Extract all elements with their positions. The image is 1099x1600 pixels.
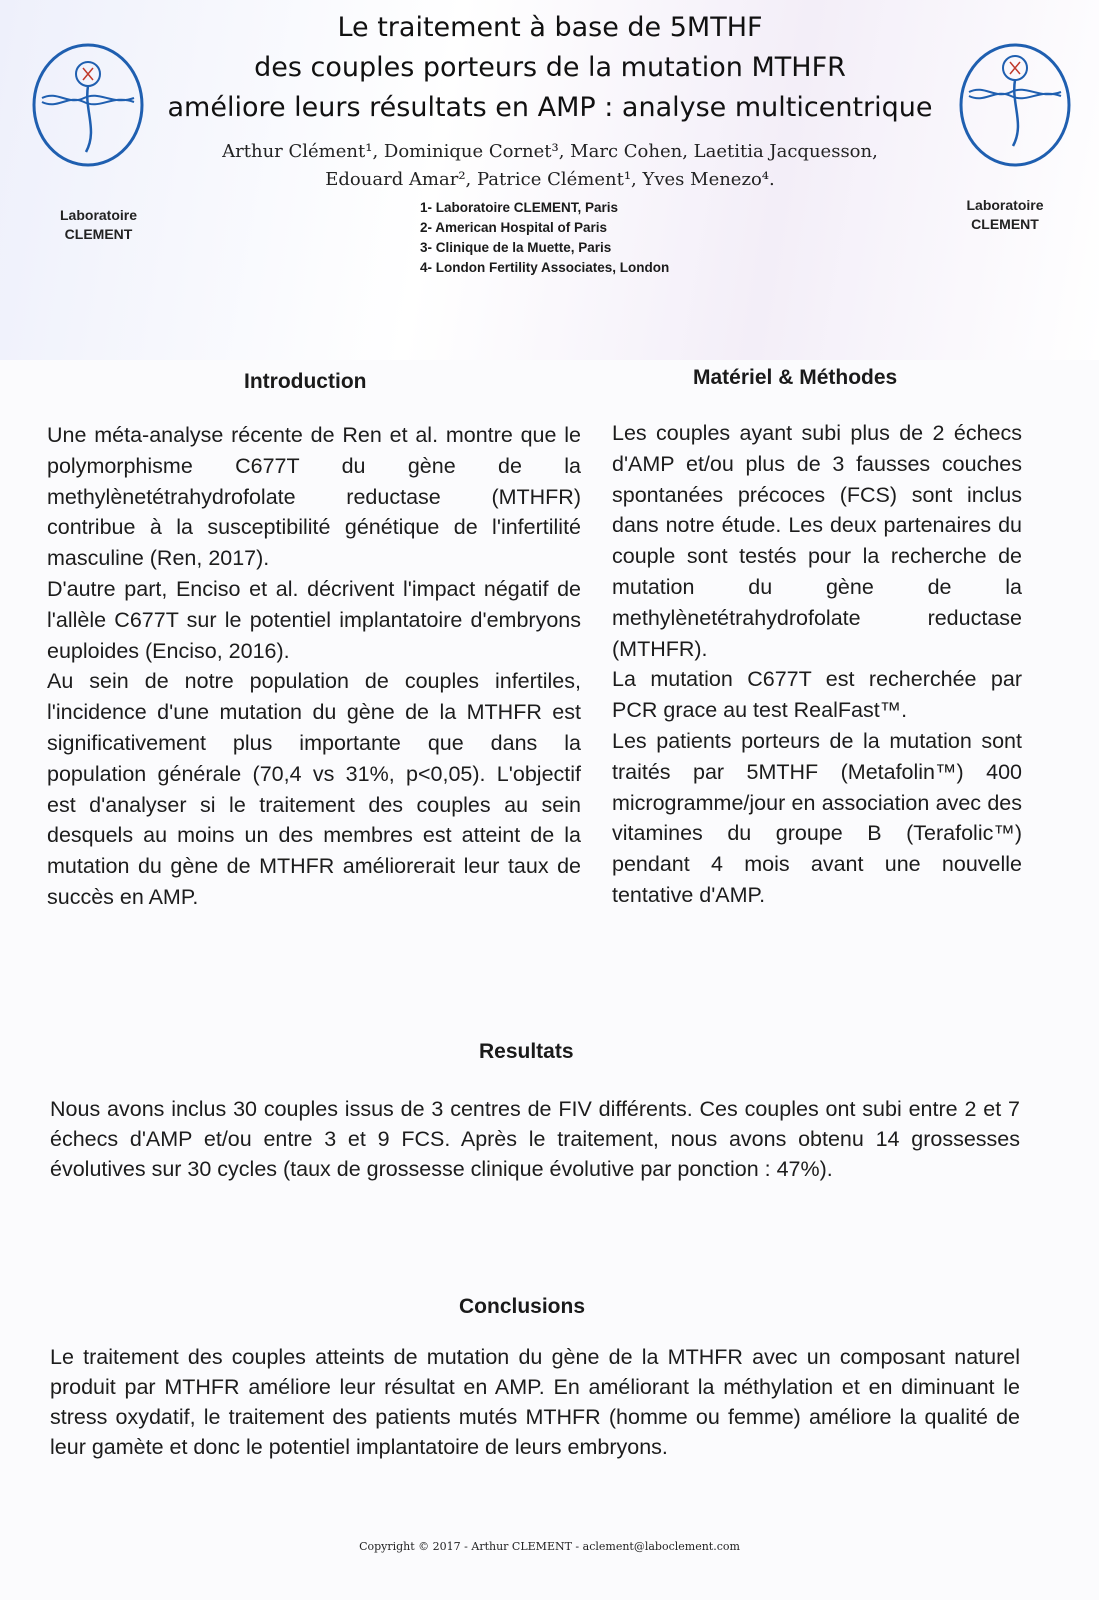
conclusions-heading: Conclusions (459, 1295, 586, 1318)
introduction-heading: Introduction (244, 370, 367, 393)
affiliation-item: 4- London Fertility Associates, London (420, 260, 670, 275)
authors-line-2: Edouard Amar², Patrice Clément¹, Yves Menezo⁴. (325, 169, 775, 190)
methods-paragraph: La mutation C677T est recherchée par PCR grace au test RealFast™. (612, 667, 1022, 723)
affiliation-item: 3- Clinique de la Muette, Paris (420, 240, 612, 255)
affiliation-item: 2- American Hospital of Paris (420, 220, 608, 235)
methods-paragraph: Les patients porteurs de la mutation sont traités par 5MTHF (Metafolin™) 400 microgramme/jour en association avec des vitamines du groupe B (Terafolic™) pendant 4 mois avant une nouvelle tentative d'AMP. (612, 728, 1022, 907)
poster-title (150, 8, 950, 128)
lab-right-line2: CLEMENT (971, 216, 1039, 232)
results-heading: Resultats (479, 1040, 574, 1063)
introduction-body (47, 420, 581, 913)
affiliations (420, 198, 740, 278)
copyright: Copyright © 2017 - Arthur CLEMENT - aclement@laboclement.com (359, 1540, 740, 1553)
introduction-paragraph: D'autre part, Enciso et al. décrivent l'impact négatif de l'allèle C677T sur le potentiel implantatoire d'embryons euploides (Enciso, 2016). (47, 576, 581, 663)
results-body: Nous avons inclus 30 couples issus de 3 centres de FIV différents. Ces couples ont subi entre 2 et 7 échecs d'AMP et/ou entre 3 et 9 FCS. Après le traitement, nous avons obtenu 14 grossesses évolutives sur 30 cycles (taux de grossesse clinique évolutive par ponction : 47%). (50, 1097, 1020, 1181)
laboratory-logo-icon (955, 40, 1075, 170)
methods-heading: Matériel & Méthodes (693, 366, 898, 389)
methods-paragraph: Les couples ayant subi plus de 2 échecs d'AMP et/ou plus de 3 fausses couches spontanées précoces (FCS) sont inclus dans notre étude. Les deux partenaires du couple sont testés pour la recherche de mutation du gène de la methylènetétrahydrofolate reductase (MTHFR). (612, 421, 1022, 661)
affiliation-item: 1- Laboratoire CLEMENT, Paris (420, 200, 619, 215)
lab-left-line2: CLEMENT (64, 226, 133, 242)
title-line-3: améliore leurs résultats en AMP : analyse multicentrique (167, 92, 933, 123)
lab-name-left (60, 206, 137, 244)
title-line-1: Le traitement à base de 5MTHF (337, 12, 763, 43)
authors-line-1: Arthur Clément¹, Dominique Cornet³, Marc Cohen, Laetitia Jacquesson, (222, 141, 878, 162)
lab-name-right (940, 196, 1070, 234)
laboratory-logo-icon (28, 40, 148, 170)
methods-body (612, 418, 1022, 911)
introduction-paragraph: Au sein de notre population de couples infertiles, l'incidence d'une mutation du gène de la MTHFR est significativement plus importante que dans la population générale (70,4 vs 31%, p<0,05). L'objectif est d'analyser si le traitement des couples au sein desquels au moins un des membres est atteint de la mutation du gène de MTHFR améliorerait leur taux de succès en AMP. (47, 669, 581, 909)
title-line-2: des couples porteurs de la mutation MTHFR (254, 52, 846, 83)
conclusions-body: Le traitement des couples atteints de mutation du gène de la MTHFR avec un composant naturel produit par MTHFR améliore leur résultat en AMP. En améliorant la méthylation et en diminuant le stress oxydatif, le traitement des patients mutés MTHFR (homme ou femme) améliore la qualité de leur gamète et donc le potentiel implantatoire de leurs embryons. (50, 1345, 1020, 1459)
lab-right-line1: Laboratoire (966, 197, 1044, 213)
introduction-paragraph: Une méta-analyse récente de Ren et al. montre que le polymorphisme C677T du gène de la methylènetétrahydrofolate reductase (MTHFR) contribue à la susceptibilité génétique de l'infertilité masculine (Ren, 2017). (47, 423, 581, 571)
authors (200, 138, 900, 194)
lab-left-line1: Laboratoire (60, 207, 138, 223)
